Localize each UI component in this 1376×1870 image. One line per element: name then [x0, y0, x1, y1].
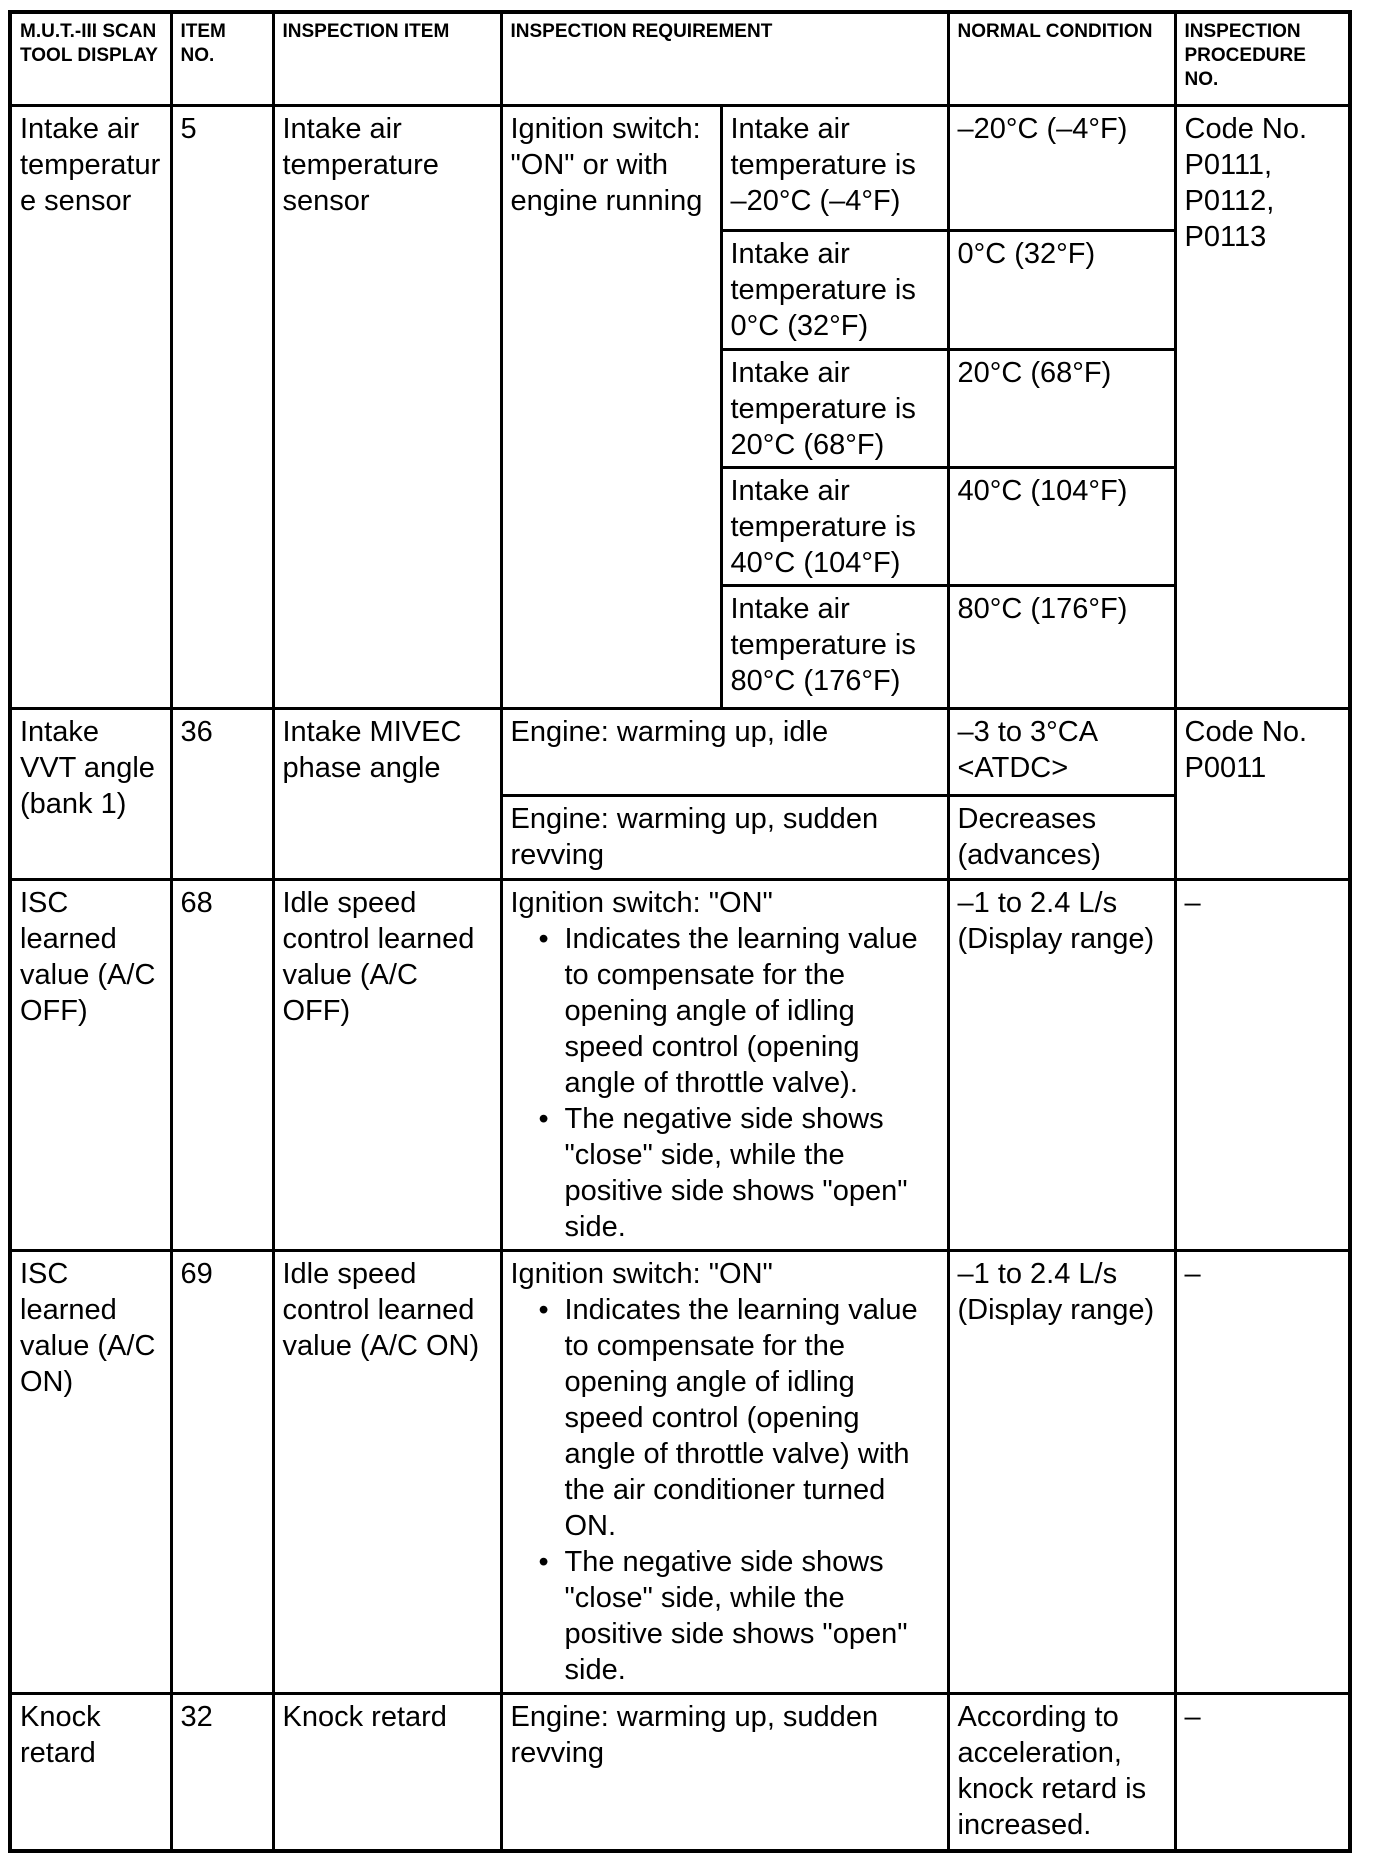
- cell-r1-procedure-no: Code No. P0111, P0112, P0113: [1175, 105, 1350, 708]
- header-inspection-item: INSPECTION ITEM: [273, 12, 501, 105]
- requirement-intro: Ignition switch: "ON": [510, 1257, 773, 1290]
- cell-r1-sub2-normal: 0°C (32°F): [948, 230, 1175, 349]
- cell-r2-sub1-normal: –3 to 3°CA <ATDC>: [948, 708, 1175, 795]
- requirement-bullet: • The negative side shows "close" side, while the positive side shows "open" side.: [537, 1101, 939, 1245]
- requirement-bullet-list: [537, 921, 939, 1245]
- cell-r1-item-no: 5: [171, 105, 273, 708]
- cell-r5-display: Knock retard: [10, 1693, 171, 1851]
- requirement-bullet-list: [537, 1292, 939, 1688]
- cell-r1-sub2-requirement: Intake air temperature is 0°C (32°F): [721, 230, 948, 349]
- cell-r1-sub5-normal: 80°C (176°F): [948, 585, 1175, 708]
- header-inspection-procedure-no: INSPECTION PROCEDURE NO.: [1175, 12, 1350, 105]
- cell-r5-requirement: Engine: warming up, sudden revving: [501, 1693, 948, 1851]
- cell-r1-sub1-requirement: Intake air temperature is –20°C (–4°F): [721, 105, 948, 230]
- cell-r2-sub2-requirement: Engine: warming up, sudden revving: [501, 795, 948, 879]
- cell-r2-procedure-no: Code No. P0011: [1175, 708, 1350, 879]
- cell-r5-inspection-item: Knock retard: [273, 1693, 501, 1851]
- cell-r4-normal: –1 to 2.4 L/s (Display range): [948, 1250, 1175, 1693]
- cell-r5-item-no: 32: [171, 1693, 273, 1851]
- cell-r4-procedure-no: –: [1175, 1250, 1350, 1693]
- cell-r1-sub1-normal: –20°C (–4°F): [948, 105, 1175, 230]
- cell-r2-inspection-item: Intake MIVEC phase angle: [273, 708, 501, 879]
- cell-r1-sub3-normal: 20°C (68°F): [948, 349, 1175, 467]
- requirement-bullet: • The negative side shows "close" side, while the positive side shows "open" side.: [537, 1544, 939, 1688]
- cell-r3-display: ISC learned value (A/C OFF): [10, 879, 171, 1250]
- cell-r1-inspection-item: Intake air temperature sensor: [273, 105, 501, 708]
- cell-r1-requirement-main: Ignition switch: "ON" or with engine running: [501, 105, 721, 708]
- cell-r3-normal: –1 to 2.4 L/s (Display range): [948, 879, 1175, 1250]
- header-scan-tool-display: M.U.T.-III SCAN TOOL DISPLAY: [10, 12, 171, 105]
- cell-r4-display: ISC learned value (A/C ON): [10, 1250, 171, 1693]
- header-inspection-requirement: INSPECTION REQUIREMENT: [501, 12, 948, 105]
- requirement-intro: Ignition switch: "ON": [510, 886, 773, 919]
- header-normal-condition: NORMAL CONDITION: [948, 12, 1175, 105]
- table-row: [10, 879, 1350, 1250]
- cell-r1-sub5-requirement: Intake air temperature is 80°C (176°F): [721, 585, 948, 708]
- table-row: [10, 1693, 1350, 1851]
- table-row: [10, 1250, 1350, 1693]
- cell-r1-sub3-requirement: Intake air temperature is 20°C (68°F): [721, 349, 948, 467]
- cell-r3-item-no: 68: [171, 879, 273, 1250]
- table-row: [10, 708, 1350, 795]
- cell-r3-inspection-item: Idle speed control learned value (A/C OFF): [273, 879, 501, 1250]
- cell-r5-procedure-no: –: [1175, 1693, 1350, 1851]
- cell-r1-sub4-requirement: Intake air temperature is 40°C (104°F): [721, 467, 948, 585]
- cell-r4-item-no: 69: [171, 1250, 273, 1693]
- table-row: [10, 105, 1350, 230]
- cell-r5-normal: According to acceleration, knock retard is increased.: [948, 1693, 1175, 1851]
- cell-r2-sub2-normal: Decreases (advances): [948, 795, 1175, 879]
- cell-r2-display: Intake VVT angle (bank 1): [10, 708, 171, 879]
- cell-r2-sub1-requirement: Engine: warming up, idle: [501, 708, 948, 795]
- cell-r1-display: Intake air temperature sensor: [10, 105, 171, 708]
- cell-r4-requirement: [501, 1250, 948, 1693]
- cell-r3-procedure-no: –: [1175, 879, 1350, 1250]
- scan-tool-data-list-table: [8, 10, 1352, 1853]
- cell-r2-item-no: 36: [171, 708, 273, 879]
- cell-r4-inspection-item: Idle speed control learned value (A/C ON): [273, 1250, 501, 1693]
- requirement-bullet: • Indicates the learning value to compensate for the opening angle of idling speed control (opening angle of throttle valve).: [537, 921, 939, 1101]
- cell-r1-sub4-normal: 40°C (104°F): [948, 467, 1175, 585]
- header-item-no: ITEM NO.: [171, 12, 273, 105]
- table-header-row: [10, 12, 1350, 105]
- requirement-bullet: • Indicates the learning value to compensate for the opening angle of idling speed control (opening angle of throttle valve) with the air conditioner turned ON.: [537, 1292, 939, 1544]
- cell-r3-requirement: [501, 879, 948, 1250]
